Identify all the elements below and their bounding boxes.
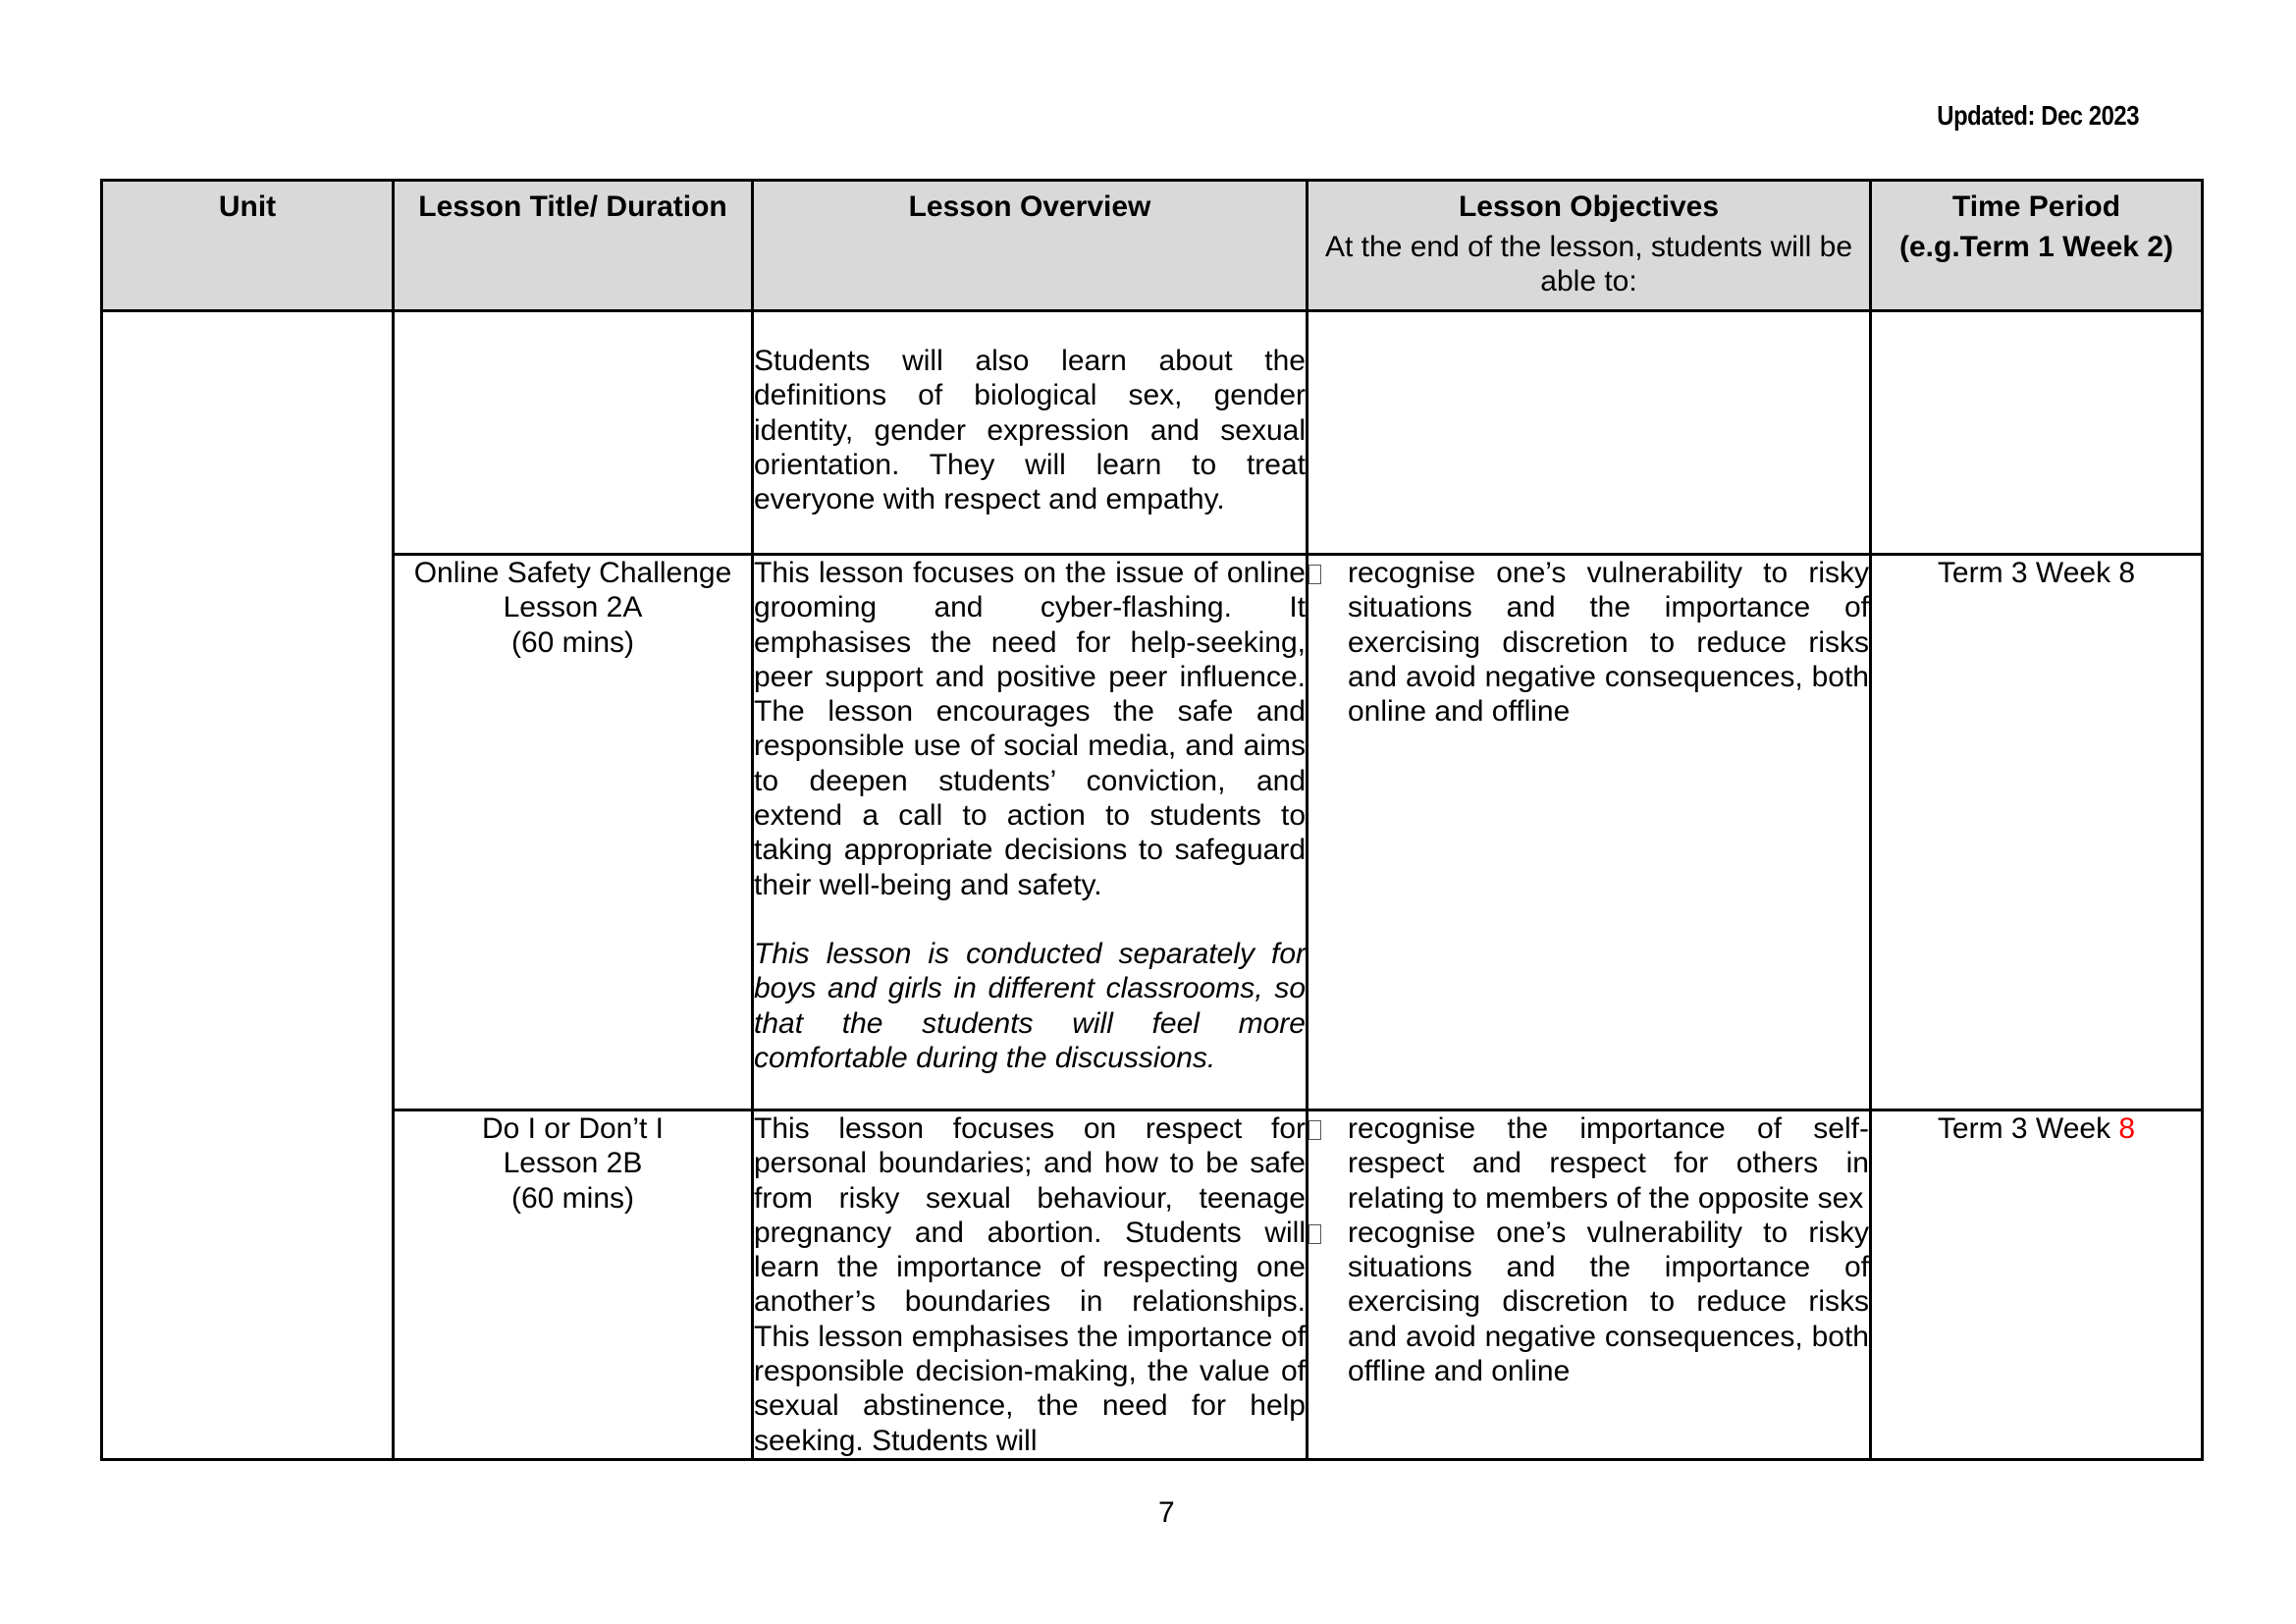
lesson-objectives-cell [1308, 555, 1871, 1110]
lesson-overview-cell: This lesson focuses on respect for personal boundaries; and how to be safe from risky sexual behaviour, teenage pregnancy and abortion. Students will learn the importance of respecting one another’s boundaries in relationships. This lesson emphasises the importance of responsible decision-making, the value of sexual abstinence, the need for help seeking. Students will [753, 1110, 1308, 1460]
bullet-box-icon [1308, 565, 1321, 584]
lesson-title-cell: Do I or Don’t I Lesson 2B (60 mins) [394, 1110, 753, 1460]
lesson-title-cell [394, 311, 753, 555]
objective-item: recognise one’s vulnerability to risky situations and the importance of exercising discretion to reduce risks and avoid negative consequences, both online and offline [1308, 556, 1869, 729]
lesson-objectives-cell [1308, 1110, 1871, 1460]
lesson-objectives-cell [1308, 311, 1871, 555]
lesson-title-cell: Online Safety Challenge Lesson 2A (60 mins) [394, 555, 753, 1110]
table-row [102, 1110, 2203, 1460]
objective-item: recognise one’s vulnerability to risky situations and the importance of exercising discretion to reduce risks and avoid negative consequences, both offline and online [1308, 1216, 1869, 1388]
table-row [102, 555, 2203, 1110]
objectives-subheading: At the end of the lesson, students will be able to: [1325, 231, 1852, 298]
unit-cell [102, 311, 394, 1460]
time-subheading: (e.g.Term 1 Week 2) [1899, 231, 2173, 264]
time-period-cell [1871, 311, 2203, 555]
time-period-cell: Term 3 Week 8 [1871, 555, 2203, 1110]
time-period-cell: Term 3 Week 8 [1871, 1110, 2203, 1460]
lesson-note: This lesson is conducted separately for boys and girls in different classrooms, so that the students will feel more comfortable during the discussions. [754, 937, 1306, 1074]
bullet-box-icon [1308, 1120, 1321, 1140]
highlighted-week: 8 [2118, 1112, 2136, 1145]
col-header-unit: Unit [102, 181, 394, 311]
updated-date: Updated: Dec 2023 [1937, 100, 2139, 131]
col-header-overview: Lesson Overview [753, 181, 1308, 311]
table-header-row [102, 181, 2203, 311]
col-header-objectives: Lesson Objectives At the end of the lesson, students will be able to: [1308, 181, 1871, 311]
bullet-box-icon [1308, 1224, 1321, 1244]
lesson-plan-table [100, 179, 2204, 1461]
page-number: 7 [1158, 1496, 1175, 1529]
objective-item: recognise the importance of self-respect and respect for others in relating to members of the opposite sex [1308, 1111, 1869, 1216]
table-row [102, 311, 2203, 555]
lesson-overview-cell: Students will also learn about the definitions of biological sex, gender identity, gender expression and sexual orientation. They will learn to treat everyone with respect and empathy. [753, 311, 1308, 555]
lesson-overview-cell: This lesson focuses on the issue of online grooming and cyber-flashing. It emphasises the need for help-seeking, peer support and positive peer influence. The lesson encourages the safe and responsible use of social media, and aims to deepen students’ conviction, and extend a call to action to students to taking appropriate decisions to safeguard their well-being and safety. This lesson is conducted separately for boys and girls in different classrooms, so that the students will feel more comfortable during the discussions. [753, 555, 1308, 1110]
col-header-title: Lesson Title/ Duration [394, 181, 753, 311]
col-header-time: Time Period (e.g.Term 1 Week 2) [1871, 181, 2203, 311]
